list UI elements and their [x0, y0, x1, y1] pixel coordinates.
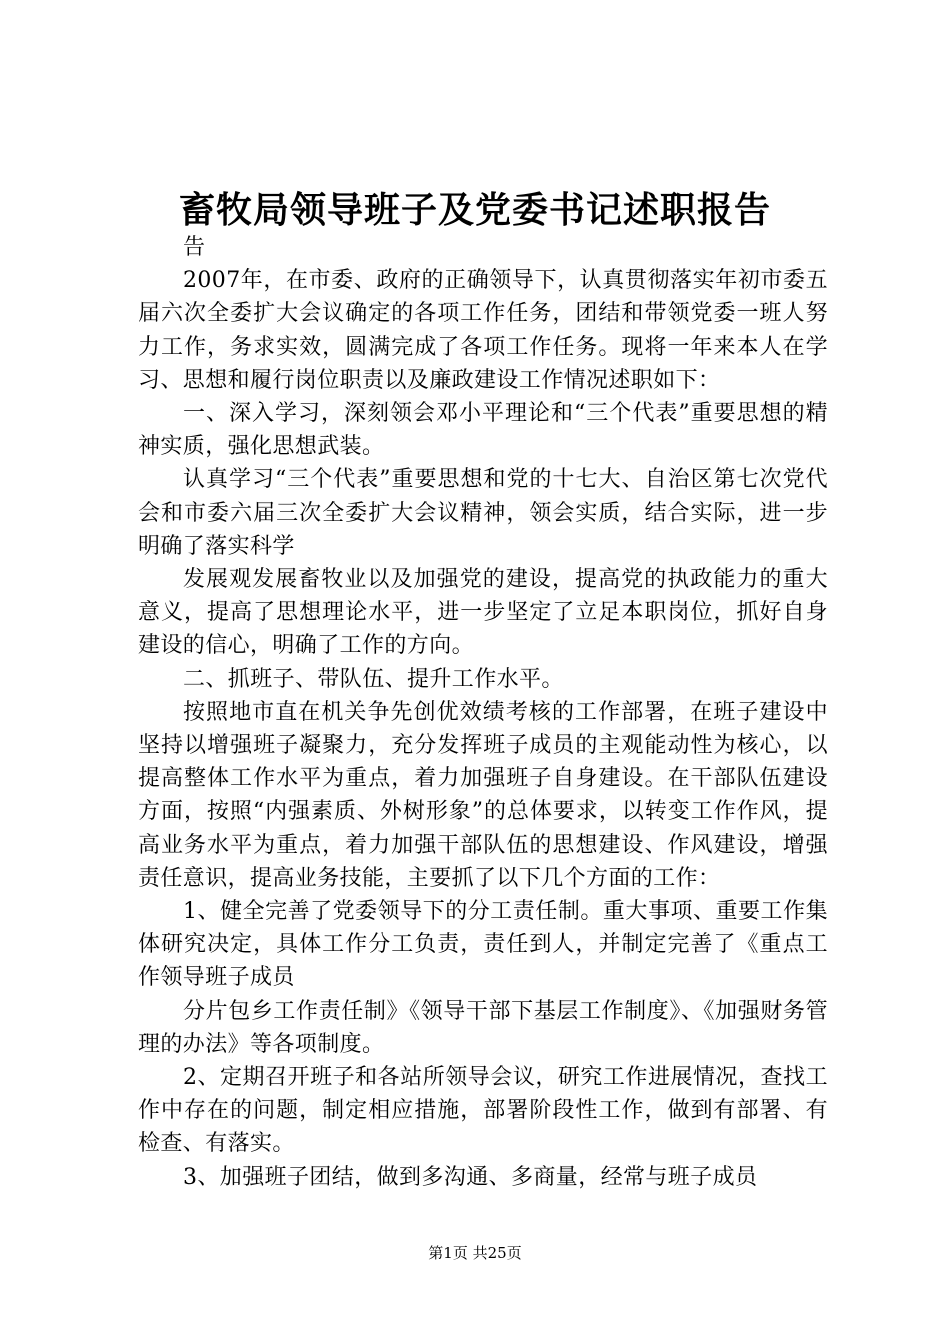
- paragraph: 1、健全完善了党委领导下的分工责任制。重大事项、重要工作集体研究决定，具体工作分工负责，责任到人，并制定完善了《重点工作领导班子成员: [138, 899, 828, 991]
- paragraph: 3、加强班子团结，做到多沟通、多商量，经常与班子成员: [183, 1164, 758, 1190]
- document-body: [138, 231, 828, 1194]
- paragraph: 2、定期召开班子和各站所领导会议，研究工作进展情况，查找工作中存在的问题，制定相应措施，部署阶段性工作，做到有部署、有检查、有落实。: [138, 1065, 828, 1157]
- paragraph: 分片包乡工作责任制》《领导干部下基层工作制度》、《加强财务管理的办法》等各项制度。: [138, 998, 828, 1057]
- paragraph: 发展观发展畜牧业以及加强党的建设，提高党的执政能力的重大意义，提高了思想理论水平，进一步坚定了立足本职岗位，抓好自身建设的信心，明确了工作的方向。: [138, 567, 828, 659]
- paragraph: 二、抓班子、带队伍、提升工作水平。: [183, 666, 564, 692]
- page-footer: 第1页 共25页: [428, 1244, 522, 1262]
- paragraph: 2007年，在市委、政府的正确领导下，认真贯彻落实年初市委五届六次全委扩大会议确定的各项工作任务，团结和带领党委一班人努力工作，务求实效，圆满完成了各项工作任务。现将一年来本人在学习、思想和履行岗位职责以及廉政建设工作情况述职如下：: [138, 268, 828, 393]
- paragraph: 告: [183, 235, 206, 260]
- paragraph: 按照地市直在机关争先创优效绩考核的工作部署，在班子建设中坚持以增强班子凝聚力，充分发挥班子成员的主观能动性为核心，以提高整体工作水平为重点，着力加强班子自身建设。在干部队伍建设方面，按照“内强素质、外树形象”的总体要求，以转变工作作风，提高业务水平为重点，着力加强干部队伍的思想建设、作风建设，增强责任意识，提高业务技能，主要抓了以下几个方面的工作：: [138, 699, 828, 891]
- paragraph: 认真学习“三个代表”重要思想和党的十七大、自治区第七次党代会和市委六届三次全委扩大会议精神，领会实质，结合实际，进一步明确了落实科学: [138, 467, 828, 559]
- paragraph: 一、深入学习，深刻领会邓小平理论和“三个代表”重要思想的精神实质，强化思想武装。: [138, 401, 828, 460]
- document-title: 畜牧局领导班子及党委书记述职报告: [178, 189, 771, 231]
